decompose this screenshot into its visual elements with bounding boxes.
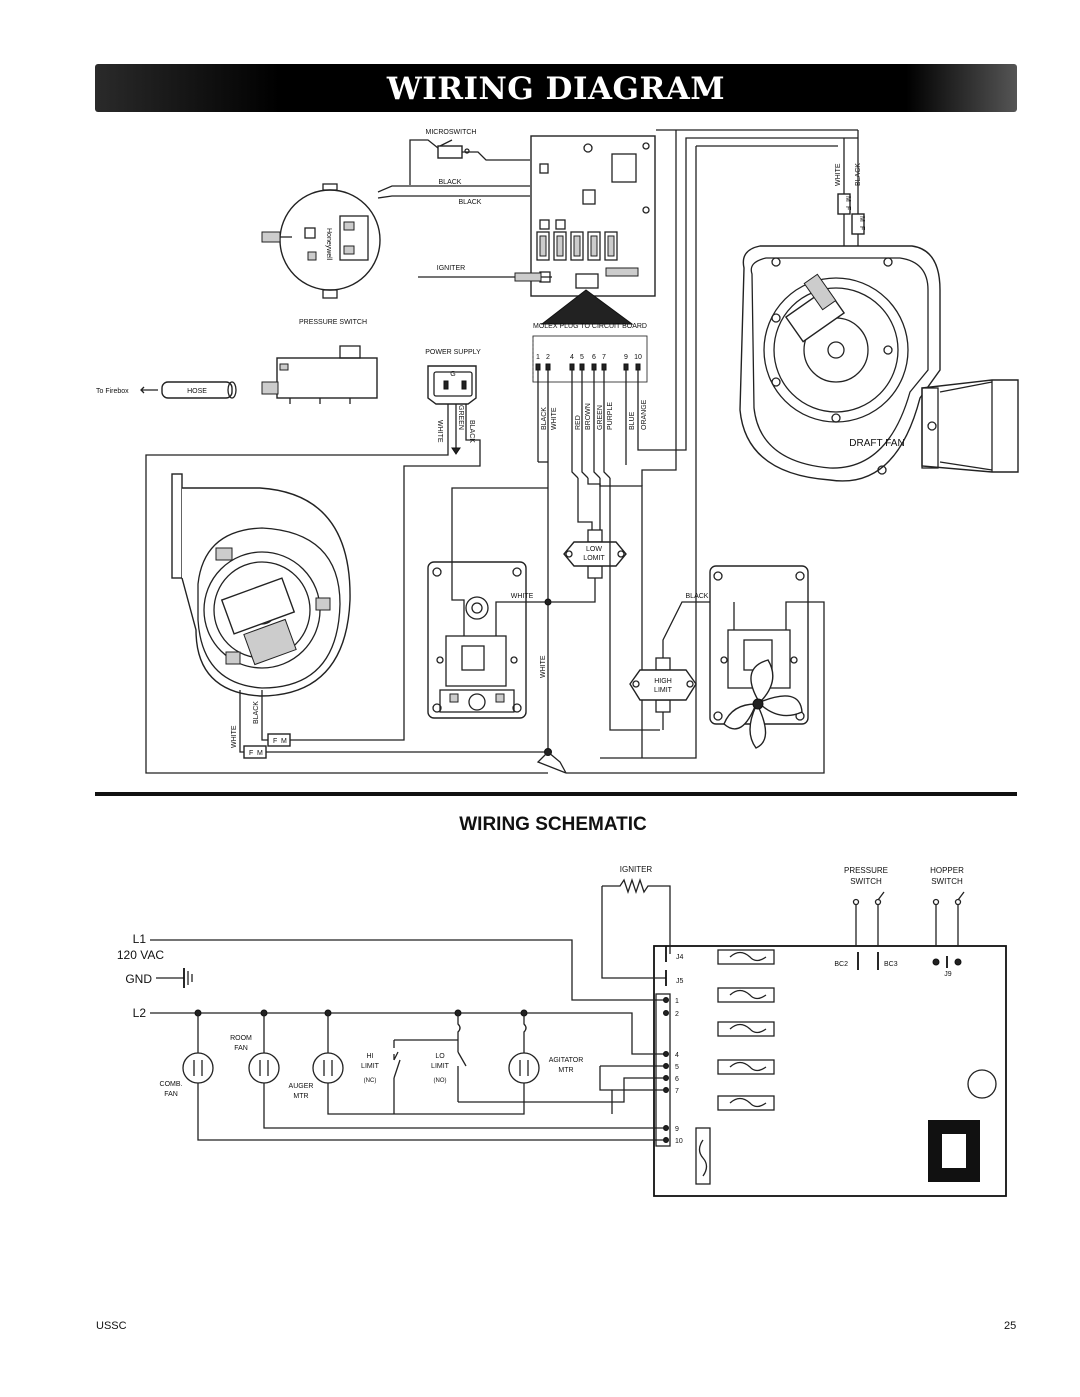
auger-mtr-label-1: AUGER: [288, 1083, 314, 1090]
svg-text:F: F: [273, 738, 278, 745]
high-limit: [630, 658, 696, 712]
microswitch-label: MICROSWITCH: [425, 129, 477, 136]
agitator-motor: [428, 562, 526, 718]
auger-mtr-label-2: MTR: [293, 1093, 309, 1100]
pressure-switch-round: [262, 184, 380, 298]
room-fan-sch-label-1: ROOM: [230, 1035, 252, 1042]
sch-hopper-label-1: HOPPER: [930, 866, 964, 875]
low-limit-label-2: LOMIT: [583, 555, 605, 562]
room-fan: [172, 474, 350, 696]
svg-text:G: G: [450, 371, 456, 378]
high-limit-label-1: HIGH: [654, 678, 672, 685]
wire-color-1: BLACK: [541, 407, 548, 430]
to-firebox-label: To Firebox: [96, 388, 129, 395]
low-limit-label-1: LOW: [586, 546, 602, 553]
wire-color-7: PURPLE: [607, 401, 614, 430]
bc3-label: BC3: [884, 961, 898, 968]
svg-text:F: F: [858, 226, 865, 231]
ps-wire-black: BLACK: [468, 420, 475, 443]
wire-color-4: RED: [575, 415, 582, 430]
page-number: 25: [1004, 1320, 1017, 1332]
agitator-mtr-label-1: AGITATOR: [548, 1057, 584, 1064]
pressure-switch-label: PRESSURE SWITCH: [298, 319, 368, 326]
power-supply-label: POWER SUPPLY: [425, 349, 481, 356]
lo-limit-label-1: LO: [435, 1053, 445, 1060]
pin-1: 1: [536, 354, 540, 361]
svg-text:M: M: [257, 750, 263, 757]
sch-pressure-switch: [854, 892, 885, 970]
svg-text:F: F: [844, 206, 851, 211]
to-firebox-arrow: [141, 387, 158, 393]
rf-wire-white: WHITE: [231, 725, 238, 748]
room-fan-motor: [249, 1053, 279, 1083]
svg-text:5: 5: [675, 1064, 679, 1071]
wire-color-5: BROWN: [585, 403, 592, 430]
microswitch: [410, 140, 530, 185]
section-divider: [95, 792, 1017, 796]
j4-label: J4: [676, 954, 684, 961]
vertical-wire-white: WHITE: [540, 655, 547, 678]
comb-fan-label-2: FAN: [164, 1091, 178, 1098]
l2-label: L2: [132, 1006, 146, 1020]
auger-wire-black: BLACK: [685, 593, 709, 600]
hi-limit-switch: [394, 1040, 400, 1114]
room-fan-sch-label-2: FAN: [234, 1045, 248, 1052]
j9-label: J9: [944, 971, 952, 978]
rf-wire-black: BLACK: [253, 701, 260, 724]
brand-label: Honeywell: [325, 228, 332, 261]
pin-2: 2: [546, 354, 550, 361]
svg-text:2: 2: [675, 1011, 679, 1018]
hi-limit-label-3: (NC): [363, 1078, 377, 1084]
sch-hopper-switch: [933, 892, 964, 968]
power-supply-receptacle: [428, 366, 476, 404]
ground-arrow: [452, 448, 460, 454]
pin-10: 10: [634, 354, 642, 361]
pin-6: 6: [592, 354, 596, 361]
svg-text:F: F: [249, 750, 254, 757]
hi-limit-label-2: LIMIT: [361, 1063, 379, 1070]
ps-wire-green: GREEN: [457, 405, 464, 430]
ground-symbol: [156, 968, 192, 988]
svg-text:7: 7: [675, 1088, 679, 1095]
pin-5: 5: [580, 354, 584, 361]
comb-fan-motor: [183, 1053, 213, 1083]
agitator-mtr-motor: [509, 1053, 539, 1083]
low-limit: [564, 530, 626, 578]
comb-fan-label-1: COMB.: [159, 1081, 183, 1088]
ps-wire-white: WHITE: [436, 420, 443, 443]
svg-text:M: M: [844, 196, 851, 202]
sch-igniter: [602, 880, 670, 954]
gnd-label: GND: [125, 972, 152, 986]
pressure-switch-side: [262, 346, 377, 404]
wire-color-10: ORANGE: [641, 399, 648, 430]
draft-fan-connector: [838, 194, 865, 234]
circuit-board: [531, 136, 655, 324]
sch-igniter-label: IGNITER: [619, 865, 653, 874]
l1-label: L1: [132, 932, 146, 946]
vac-label: 120 VAC: [116, 948, 164, 962]
df-wire-white: WHITE: [835, 163, 842, 186]
molex-connector: [533, 336, 647, 382]
df-wire-black: BLACK: [855, 163, 862, 186]
hi-limit-label-1: HI: [366, 1053, 374, 1060]
board-round-component: [968, 1070, 996, 1098]
board-relays: [537, 232, 617, 260]
sch-hopper-label-2: SWITCH: [931, 877, 963, 886]
svg-text:M: M: [858, 216, 865, 222]
page-title: WIRING DIAGRAM: [386, 71, 726, 107]
schematic-fuses: [696, 950, 774, 1184]
auger-motor: [710, 566, 808, 748]
svg-text:9: 9: [675, 1126, 679, 1133]
lo-limit-label-2: LIMIT: [431, 1063, 449, 1070]
svg-text:M: M: [281, 738, 287, 745]
j5-label: J5: [676, 978, 684, 985]
igniter: [418, 273, 552, 281]
pin-4: 4: [570, 354, 574, 361]
room-fan-connector: [244, 734, 290, 758]
high-limit-label-2: LIMIT: [654, 687, 672, 694]
hose: [162, 382, 236, 398]
agitator-mtr-label-2: MTR: [558, 1067, 574, 1074]
svg-text:10: 10: [675, 1138, 683, 1145]
igniter-label: IGNITER: [436, 265, 466, 272]
sch-pressure-label-2: SWITCH: [850, 877, 882, 886]
wire-label-black-1: BLACK: [438, 179, 462, 186]
wire-color-9: BLUE: [629, 411, 636, 430]
footer-brand: USSC: [96, 1320, 127, 1332]
svg-text:1: 1: [675, 998, 679, 1005]
lo-limit-label-3: (NO): [433, 1078, 447, 1084]
svg-text:4: 4: [675, 1052, 679, 1059]
schematic-pin-column: [656, 994, 683, 1146]
molex-plug-label: MOLEX PLUG TO CIRCUIT BOARD: [533, 323, 647, 330]
pin-7: 7: [602, 354, 606, 361]
wire-label-black-2: BLACK: [458, 199, 482, 206]
pin-9: 9: [624, 354, 628, 361]
lo-limit-switch: [458, 1013, 466, 1102]
svg-text:6: 6: [675, 1076, 679, 1083]
schematic-title: WIRING SCHEMATIC: [459, 814, 647, 835]
sch-pressure-label-1: PRESSURE: [843, 866, 889, 875]
wire-color-2: WHITE: [551, 407, 558, 430]
agitator-wire-white: WHITE: [510, 593, 534, 600]
bc2-label: BC2: [834, 961, 848, 968]
draft-fan-label: DRAFT FAN: [849, 438, 905, 449]
auger-mtr-motor: [313, 1053, 343, 1083]
hose-label: HOSE: [187, 388, 207, 395]
wire-color-6: GREEN: [597, 405, 604, 430]
